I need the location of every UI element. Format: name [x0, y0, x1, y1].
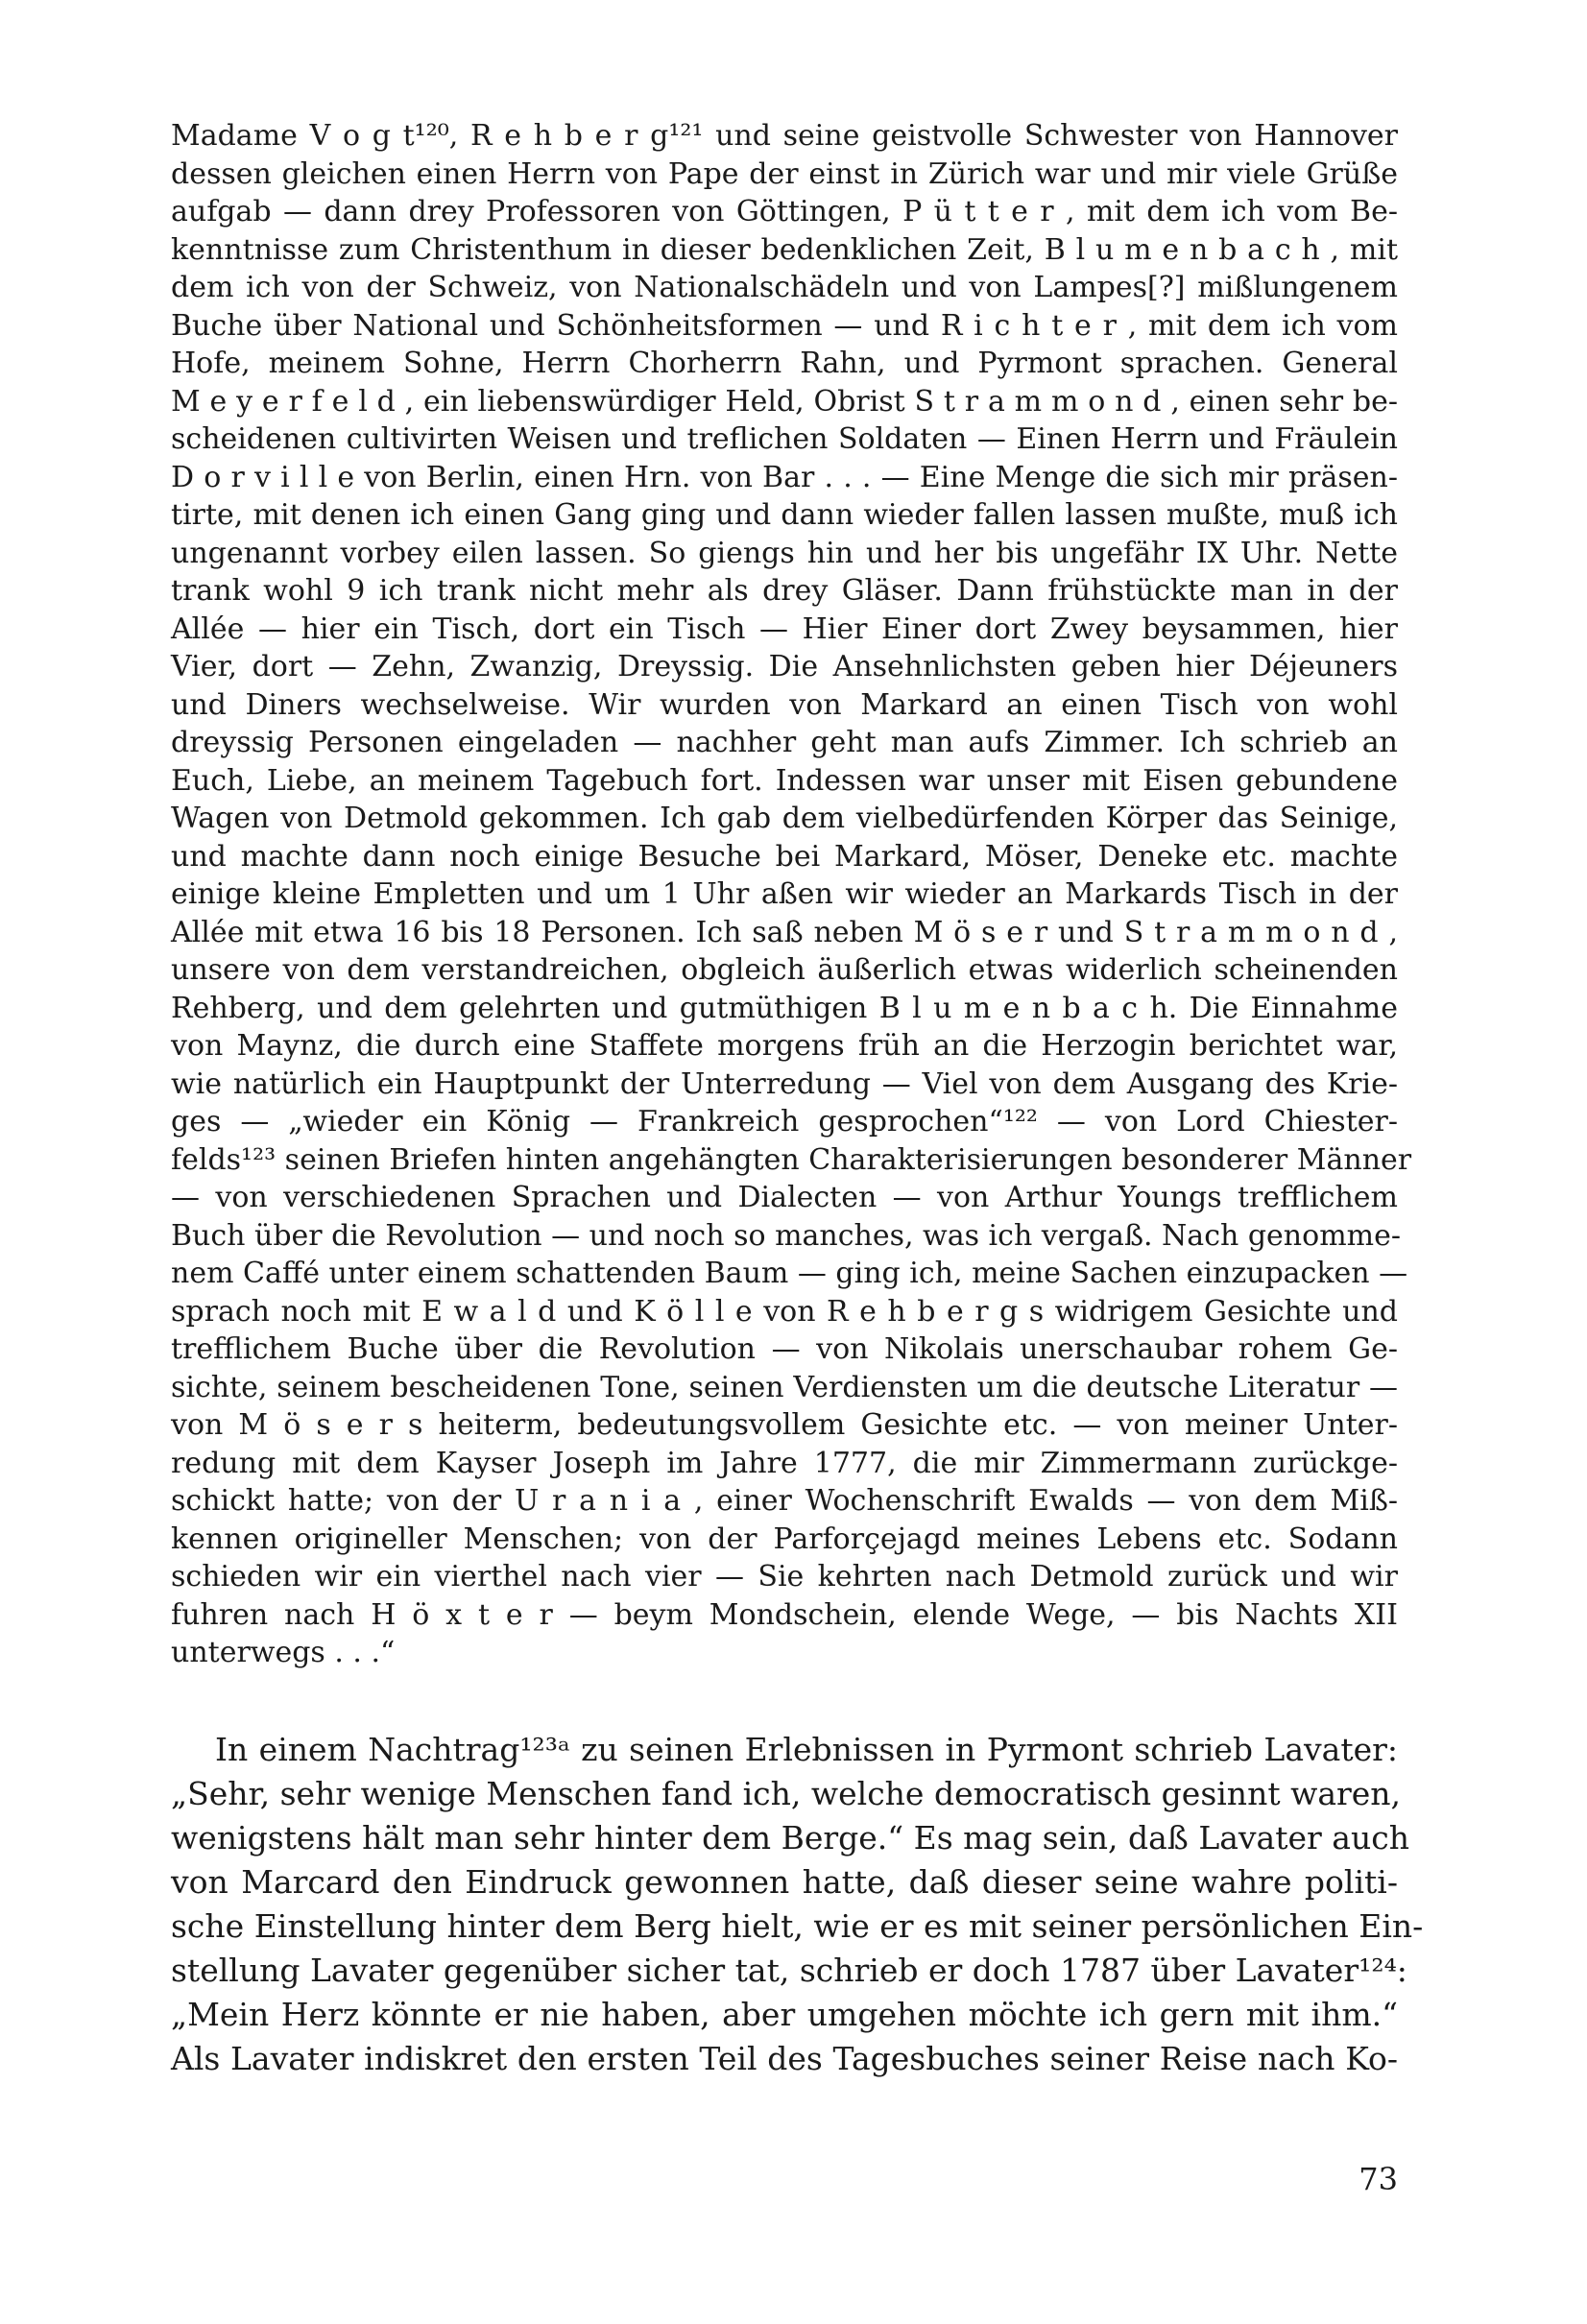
quote-line: Hofe, meinem Sohne, Herrn Chorherrn Rahn, und Pyrmont sprachen. General — [171, 347, 1398, 380]
quote-line: sichte, seinem bescheidenen Tone, seinen Verdiensten um die deutsche Literatur — — [171, 1370, 1398, 1404]
quote-line: dreyssig Personen eingeladen — nachher geht man aufs Zimmer. Ich schrieb an — [171, 726, 1398, 759]
body-line: wenigstens hält man sehr hinter dem Berge.“ Es mag sein, daß Lavater auch — [171, 1819, 1409, 1857]
quote-line: Wagen von Detmold gekommen. Ich gab dem vielbedürfenden Körper das Seinige, — [171, 802, 1398, 835]
quote-line: ges — „wieder ein König — Frankreich gesprochen“¹²² — von Lord Chiester- — [171, 1105, 1398, 1138]
quote-line: Allée mit etwa 16 bis 18 Personen. Ich saß neben M ö s e r und S t r a m m o n d , — [171, 915, 1398, 949]
body-line: Als Lavater indiskret den ersten Teil des Tagesbuches seiner Reise nach Ko- — [171, 2040, 1398, 2077]
quote-line: trank wohl 9 ich trank nicht mehr als drey Gläser. Dann frühstückte man in der — [171, 574, 1398, 608]
quote-line: kennen origineller Menschen; von der Parforçejagd meines Lebens etc. Sodann — [171, 1521, 1398, 1556]
quote-line: schickt hatte; von der U r a n i a , einer Wochenschrift Ewalds — von dem Miß- — [171, 1484, 1398, 1518]
quote-line: Euch, Liebe, an meinem Tagebuch fort. Indessen war unser mit Eisen gebundene — [171, 763, 1398, 798]
quote-line: M e y e r f e l d , ein liebenswürdiger Held, Obrist S t r a m m o n d , einen sehr be- — [171, 384, 1398, 419]
body-line: In einem Nachtrag¹²³ᵃ zu seinen Erlebnissen in Pyrmont schrieb Lavater: — [215, 1731, 1398, 1768]
quote-line: scheidenen cultivirten Weisen und treflichen Soldaten — Einen Herrn und Fräulein — [171, 422, 1398, 456]
quote-line: Allée — hier ein Tisch, dort ein Tisch — Hier Einer dort Zwey beysammen, hier — [171, 611, 1398, 646]
body-line: stellung Lavater gegenüber sicher tat, schrieb er doch 1787 über Lavater¹²⁴: — [171, 1952, 1407, 1989]
body-line: „Sehr, sehr wenige Menschen fand ich, welche democratisch gesinnt waren, — [171, 1775, 1402, 1812]
quote-line: unterwegs . . .“ — [171, 1636, 396, 1669]
quote-line: und Diners wechselweise. Wir wurden von Markard an einen Tisch von wohl — [171, 687, 1398, 722]
quote-line: redung mit dem Kayser Joseph im Jahre 1777, die mir Zimmermann zurückge- — [171, 1446, 1398, 1480]
quote-line: unsere von dem verstandreichen, obgleich äußerlich etwas widerlich scheinenden — [171, 953, 1398, 987]
body-line: von Marcard den Eindruck gewonnen hatte, daß dieser seine wahre politi- — [171, 1863, 1398, 1901]
page-number: 73 — [1359, 2161, 1398, 2197]
quote-line: ungenannt vorbey eilen lassen. So giengs hin und her bis ungefähr IX Uhr. Nette — [171, 536, 1398, 570]
quote-line: tirte, mit denen ich einen Gang ging und dann wieder fallen lassen mußte, muß ich — [171, 498, 1398, 532]
quote-line: schieden wir ein vierthel nach vier — Sie kehrten nach Detmold zurück und wir — [171, 1560, 1398, 1593]
body-line: sche Einstellung hinter dem Berg hielt, wie er es mit seiner persönlichen Ein- — [171, 1907, 1424, 1945]
quote-line: Rehberg, und dem gelehrten und gutmüthigen B l u m e n b a c h. Die Einnahme — [171, 991, 1398, 1025]
quote-line: Madame V o g t¹²⁰, R e h b e r g¹²¹ und seine geistvolle Schwester von Hannover — [171, 119, 1398, 153]
quote-line: Vier, dort — Zehn, Zwanzig, Dreyssig. Die Ansehnlichsten geben hier Déjeuners — [171, 650, 1398, 683]
quote-line: D o r v i l l e von Berlin, einen Hrn. von Bar . . . — Eine Menge die sich mir präsen- — [171, 460, 1398, 494]
quote-line: dem ich von der Schweiz, von Nationalschädeln und von Lampes[?] mißlungenem — [171, 271, 1398, 304]
quote-line: kenntnisse zum Christenthum in dieser bedenklichen Zeit, B l u m e n b a c h , mit — [171, 232, 1398, 267]
quote-line: Buche über National und Schönheitsformen — und R i c h t e r , mit dem ich vom — [171, 308, 1398, 343]
quote-line: von Maynz, die durch eine Staffete morgens früh an die Herzogin berichtet war, — [171, 1029, 1398, 1063]
quote-line: trefflichem Buche über die Revolution — von Nikolais unerschaubar rohem Ge- — [171, 1332, 1398, 1366]
quote-line: fuhren nach H ö x t e r — beym Mondschein, elende Wege, — bis Nachts XII — [171, 1597, 1398, 1632]
quote-line: dessen gleichen einen Herrn von Pape der einst in Zürich war und mir viele Grüße — [171, 156, 1398, 191]
body-paragraph — [171, 1728, 1424, 2081]
quoted-diary-passage — [171, 117, 1412, 1672]
quote-line: und machte dann noch einige Besuche bei Markard, Möser, Deneke etc. machte — [171, 839, 1398, 874]
quote-line: — von verschiedenen Sprachen und Dialecten — von Arthur Youngs trefflichem — [171, 1181, 1398, 1214]
quote-line: einige kleine Empletten und um 1 Uhr aßen wir wieder an Markards Tisch in der — [171, 877, 1398, 911]
quote-line: aufgab — dann drey Professoren von Göttingen, P ü t t e r , mit dem ich vom Be- — [171, 195, 1398, 228]
quote-line: sprach noch mit E w a l d und K ö l l e von R e h b e r g s widrigem Gesichte und — [171, 1294, 1398, 1329]
quote-line: wie natürlich ein Hauptpunkt der Unterredung — Viel von dem Ausgang des Krie- — [171, 1066, 1398, 1101]
quote-line: Buch über die Revolution — und noch so manches, was ich vergaß. Nach genomme- — [171, 1218, 1401, 1253]
quote-line: nem Caffé unter einem schattenden Baum — ging ich, meine Sachen einzupacken — — [171, 1257, 1408, 1290]
quote-line: von M ö s e r s heiterm, bedeutungsvollem Gesichte etc. — von meiner Unter- — [171, 1408, 1398, 1442]
body-line: „Mein Herz könnte er nie haben, aber umgehen möchte ich gern mit ihm.“ — [171, 1996, 1398, 2033]
quote-line: felds¹²³ seinen Briefen hinten angehängten Charakterisierungen besonderer Männer — [171, 1142, 1412, 1177]
